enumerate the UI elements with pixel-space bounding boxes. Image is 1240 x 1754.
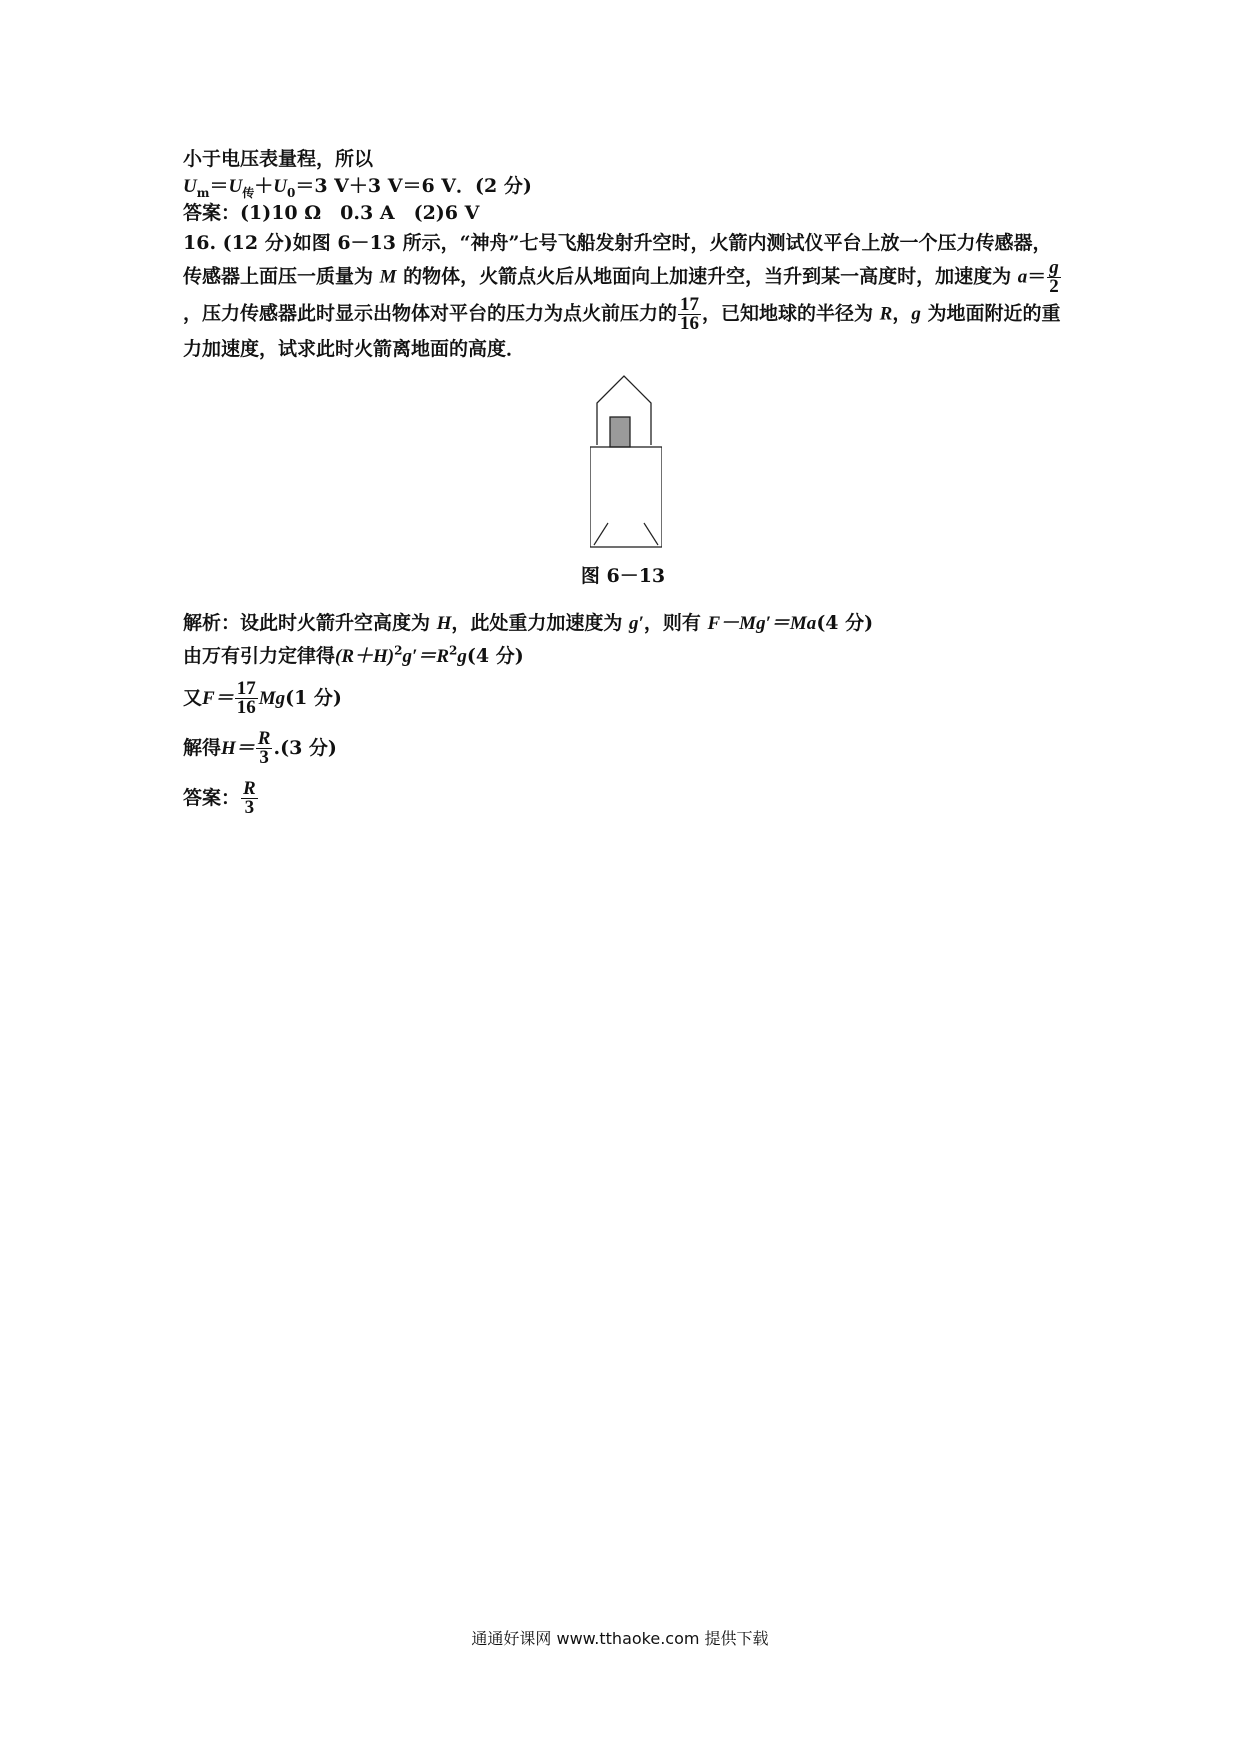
fraction-g-over-2: $\frac{g}{2}$ [1049, 257, 1059, 297]
prev-equation-line: $U_m=U_传+U_0=3$ V＋3 V＝6 V．(2 分) [183, 175, 532, 200]
fraction-17-over-16: $\frac{17}{16}$ [680, 294, 700, 334]
fraction-R-over-3: $\frac{R}{3}$ [257, 727, 271, 768]
solution-answer-line: 答案： $\frac{R}{3}$ [183, 777, 256, 818]
solution-line-1: 解析：设此时火箭升空高度为 H，此处重力加速度为 g′，则有 F－Mg′＝Ma(4 分) [183, 612, 874, 634]
fraction-R-over-3-answer: $\frac{R}{3}$ [243, 777, 256, 818]
problem-text: 16. (12 分)如图 6－13 所示，“神舟”七号飞船发射升空时，火箭内测试仪平台上放一个压力传感器，传感器上面压一质量为 M 的物体，火箭点火后从地面向上加速升空，当升到某一高度时，加速度为 a＝ $\frac{g}{2}$ ，压力传感器此时显示出物体对平台的压力为点火前压力的 $\frac{17}{16}$ ，已知地球的半径为 R，g 为地面附近的重力加速度，试求此时火箭离地面的高度． [183, 232, 1061, 360]
figure-caption: 图 6－13 [580, 565, 666, 587]
solution [183, 610, 1063, 820]
solution-line-2: 由万有引力定律得$(R+H)^2g'=R^2g(4$ 分) [183, 643, 524, 667]
rocket-diagram [590, 373, 662, 558]
solution-line-4: 解得 H＝ $\frac{R}{3}$ .(3 分) [183, 727, 337, 768]
page-footer: 通通好课网 www.tthaoke.com 提供下载 [471, 1629, 769, 1648]
rocket-figure [183, 373, 1063, 588]
prev-answer-line: 答案：(1)10 Ω 0.3 A (2)6 V [183, 202, 480, 224]
fraction-17-over-16-solution: $\frac{17}{16}$ [236, 677, 256, 718]
solution-line-3: 又 F＝ $\frac{17}{16}$ Mg (1 分) [183, 677, 342, 718]
page-content [183, 146, 1063, 826]
prev-text-line: 小于电压表量程，所以 [183, 148, 374, 170]
